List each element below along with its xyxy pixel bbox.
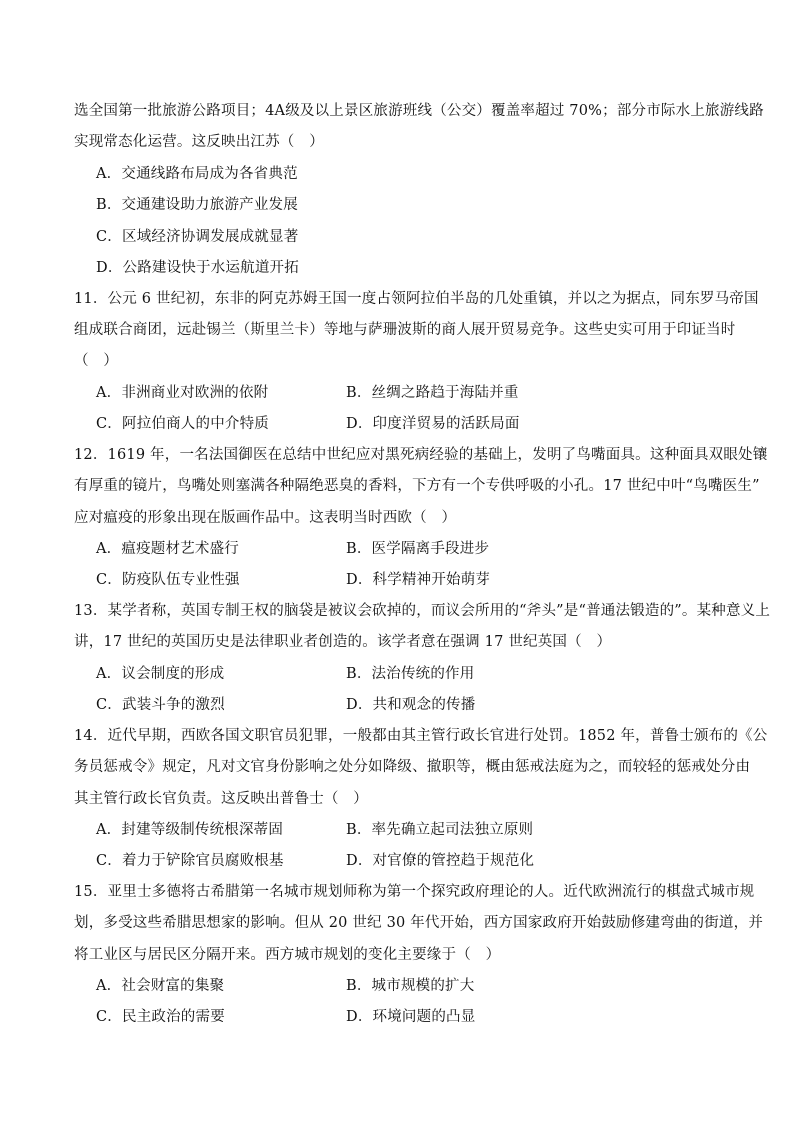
q14-stem-line-1: 14．近代早期，西欧各国文职官员犯罪，一般都由其主管行政长官进行处罚。1852 年，普鲁士颁布的《公 bbox=[74, 728, 768, 744]
q13-option-d[interactable]: D．共和观念的传播 bbox=[346, 697, 476, 713]
q13-option-b[interactable]: B．法治传统的作用 bbox=[346, 666, 475, 682]
q15-stem-line-3: 将工业区与居民区分隔开来。西方城市规划的变化主要缘于（ ） bbox=[74, 947, 501, 963]
q10-option-a[interactable]: A．交通线路布局成为各省典范 bbox=[96, 166, 298, 182]
q15-option-b[interactable]: B．城市规模的扩大 bbox=[346, 978, 475, 994]
q15-option-d[interactable]: D．环境问题的凸显 bbox=[346, 1009, 476, 1025]
q13-stem-line-2: 讲，17 世纪的英国历史是法律职业者创造的。该学者意在强调 17 世纪英国（ ） bbox=[74, 634, 612, 650]
q13-option-c[interactable]: C．武装斗争的激烈 bbox=[96, 697, 225, 713]
q12-stem-line-2: 有厚重的镜片，鸟嘴处则塞满各种隔绝恶臭的香料，下方有一个专供呼吸的小孔。17 世纪中叶“鸟嘴医生” bbox=[74, 478, 760, 494]
q12-stem-line-3: 应对瘟疫的形象出现在版画作品中。这表明当时西欧（ ） bbox=[74, 510, 457, 526]
q10-option-c[interactable]: C．区域经济协调发展成就显著 bbox=[96, 229, 299, 245]
q11-stem-line-2: 组成联合商团，远赴锡兰（斯里兰卡）等地与萨珊波斯的商人展开贸易竞争。这些史实可用于印证当时 bbox=[74, 322, 736, 338]
q14-option-c[interactable]: C．着力于铲除官员腐败根基 bbox=[96, 853, 284, 869]
q15-stem-line-2: 划，多受这些希腊思想家的影响。但从 20 世纪 30 年代开始，西方国家政府开始鼓励修建弯曲的街道，并 bbox=[74, 915, 764, 931]
q12-option-b[interactable]: B．医学隔离手段进步 bbox=[346, 541, 490, 557]
q10-stem-line-1: 选全国第一批旅游公路项目；4A级及以上景区旅游班线（公交）覆盖率超过 70%；部分市际水上旅游线路 bbox=[74, 103, 764, 119]
q10-option-b[interactable]: B．交通建设助力旅游产业发展 bbox=[96, 197, 298, 213]
q11-option-c[interactable]: C．阿拉伯商人的中介特质 bbox=[96, 416, 269, 432]
q13-stem-line-1: 13．某学者称，英国专制王权的脑袋是被议会砍掉的，而议会所用的“斧头”是“普通法锻造的”。某种意义上 bbox=[74, 603, 771, 619]
q12-option-c[interactable]: C．防疫队伍专业性强 bbox=[96, 572, 240, 588]
q13-option-a[interactable]: A．议会制度的形成 bbox=[96, 666, 225, 682]
q14-option-d[interactable]: D．对官僚的管控趋于规范化 bbox=[346, 853, 535, 869]
q11-option-d[interactable]: D．印度洋贸易的活跃局面 bbox=[346, 416, 520, 432]
q11-option-b[interactable]: B．丝绸之路趋于海陆并重 bbox=[346, 385, 519, 401]
q14-stem-line-2: 务员惩戒令》规定，凡对文官身份影响之处分如降级、撤职等，概由惩戒法庭为之，而较轻的惩戒处分由 bbox=[74, 759, 751, 775]
q15-option-c[interactable]: C．民主政治的需要 bbox=[96, 1009, 225, 1025]
q14-option-a[interactable]: A．封建等级制传统根深蒂固 bbox=[96, 822, 284, 838]
q10-option-d[interactable]: D．公路建设快于水运航道开拓 bbox=[96, 260, 299, 276]
q12-stem-line-1: 12．1619 年，一名法国御医在总结中世纪应对黑死病经验的基础上，发明了鸟嘴面具。这种面具双眼处镶 bbox=[74, 447, 768, 463]
q12-option-a[interactable]: A．瘟疫题材艺术盛行 bbox=[96, 541, 239, 557]
q15-stem-line-1: 15．亚里士多德将古希腊第一名城市规划师称为第一个探究政府理论的人。近代欧洲流行的棋盘式城市规 bbox=[74, 884, 755, 900]
q14-stem-line-3: 其主管行政长官负责。这反映出普鲁士（ ） bbox=[74, 791, 368, 807]
q10-stem-line-2: 实现常态化运营。这反映出江苏（ ） bbox=[74, 134, 324, 150]
q15-option-a[interactable]: A．社会财富的集聚 bbox=[96, 978, 225, 994]
q11-option-a[interactable]: A．非洲商业对欧洲的依附 bbox=[96, 385, 269, 401]
q12-option-d[interactable]: D．科学精神开始萌芽 bbox=[346, 572, 491, 588]
q11-stem-line-3: （ ） bbox=[74, 353, 119, 369]
q14-option-b[interactable]: B．率先确立起司法独立原则 bbox=[346, 822, 534, 838]
q11-stem-line-1: 11．公元 6 世纪初，东非的阿克苏姆王国一度占领阿拉伯半岛的几处重镇，并以之为据点，同东罗马帝国 bbox=[74, 291, 759, 307]
